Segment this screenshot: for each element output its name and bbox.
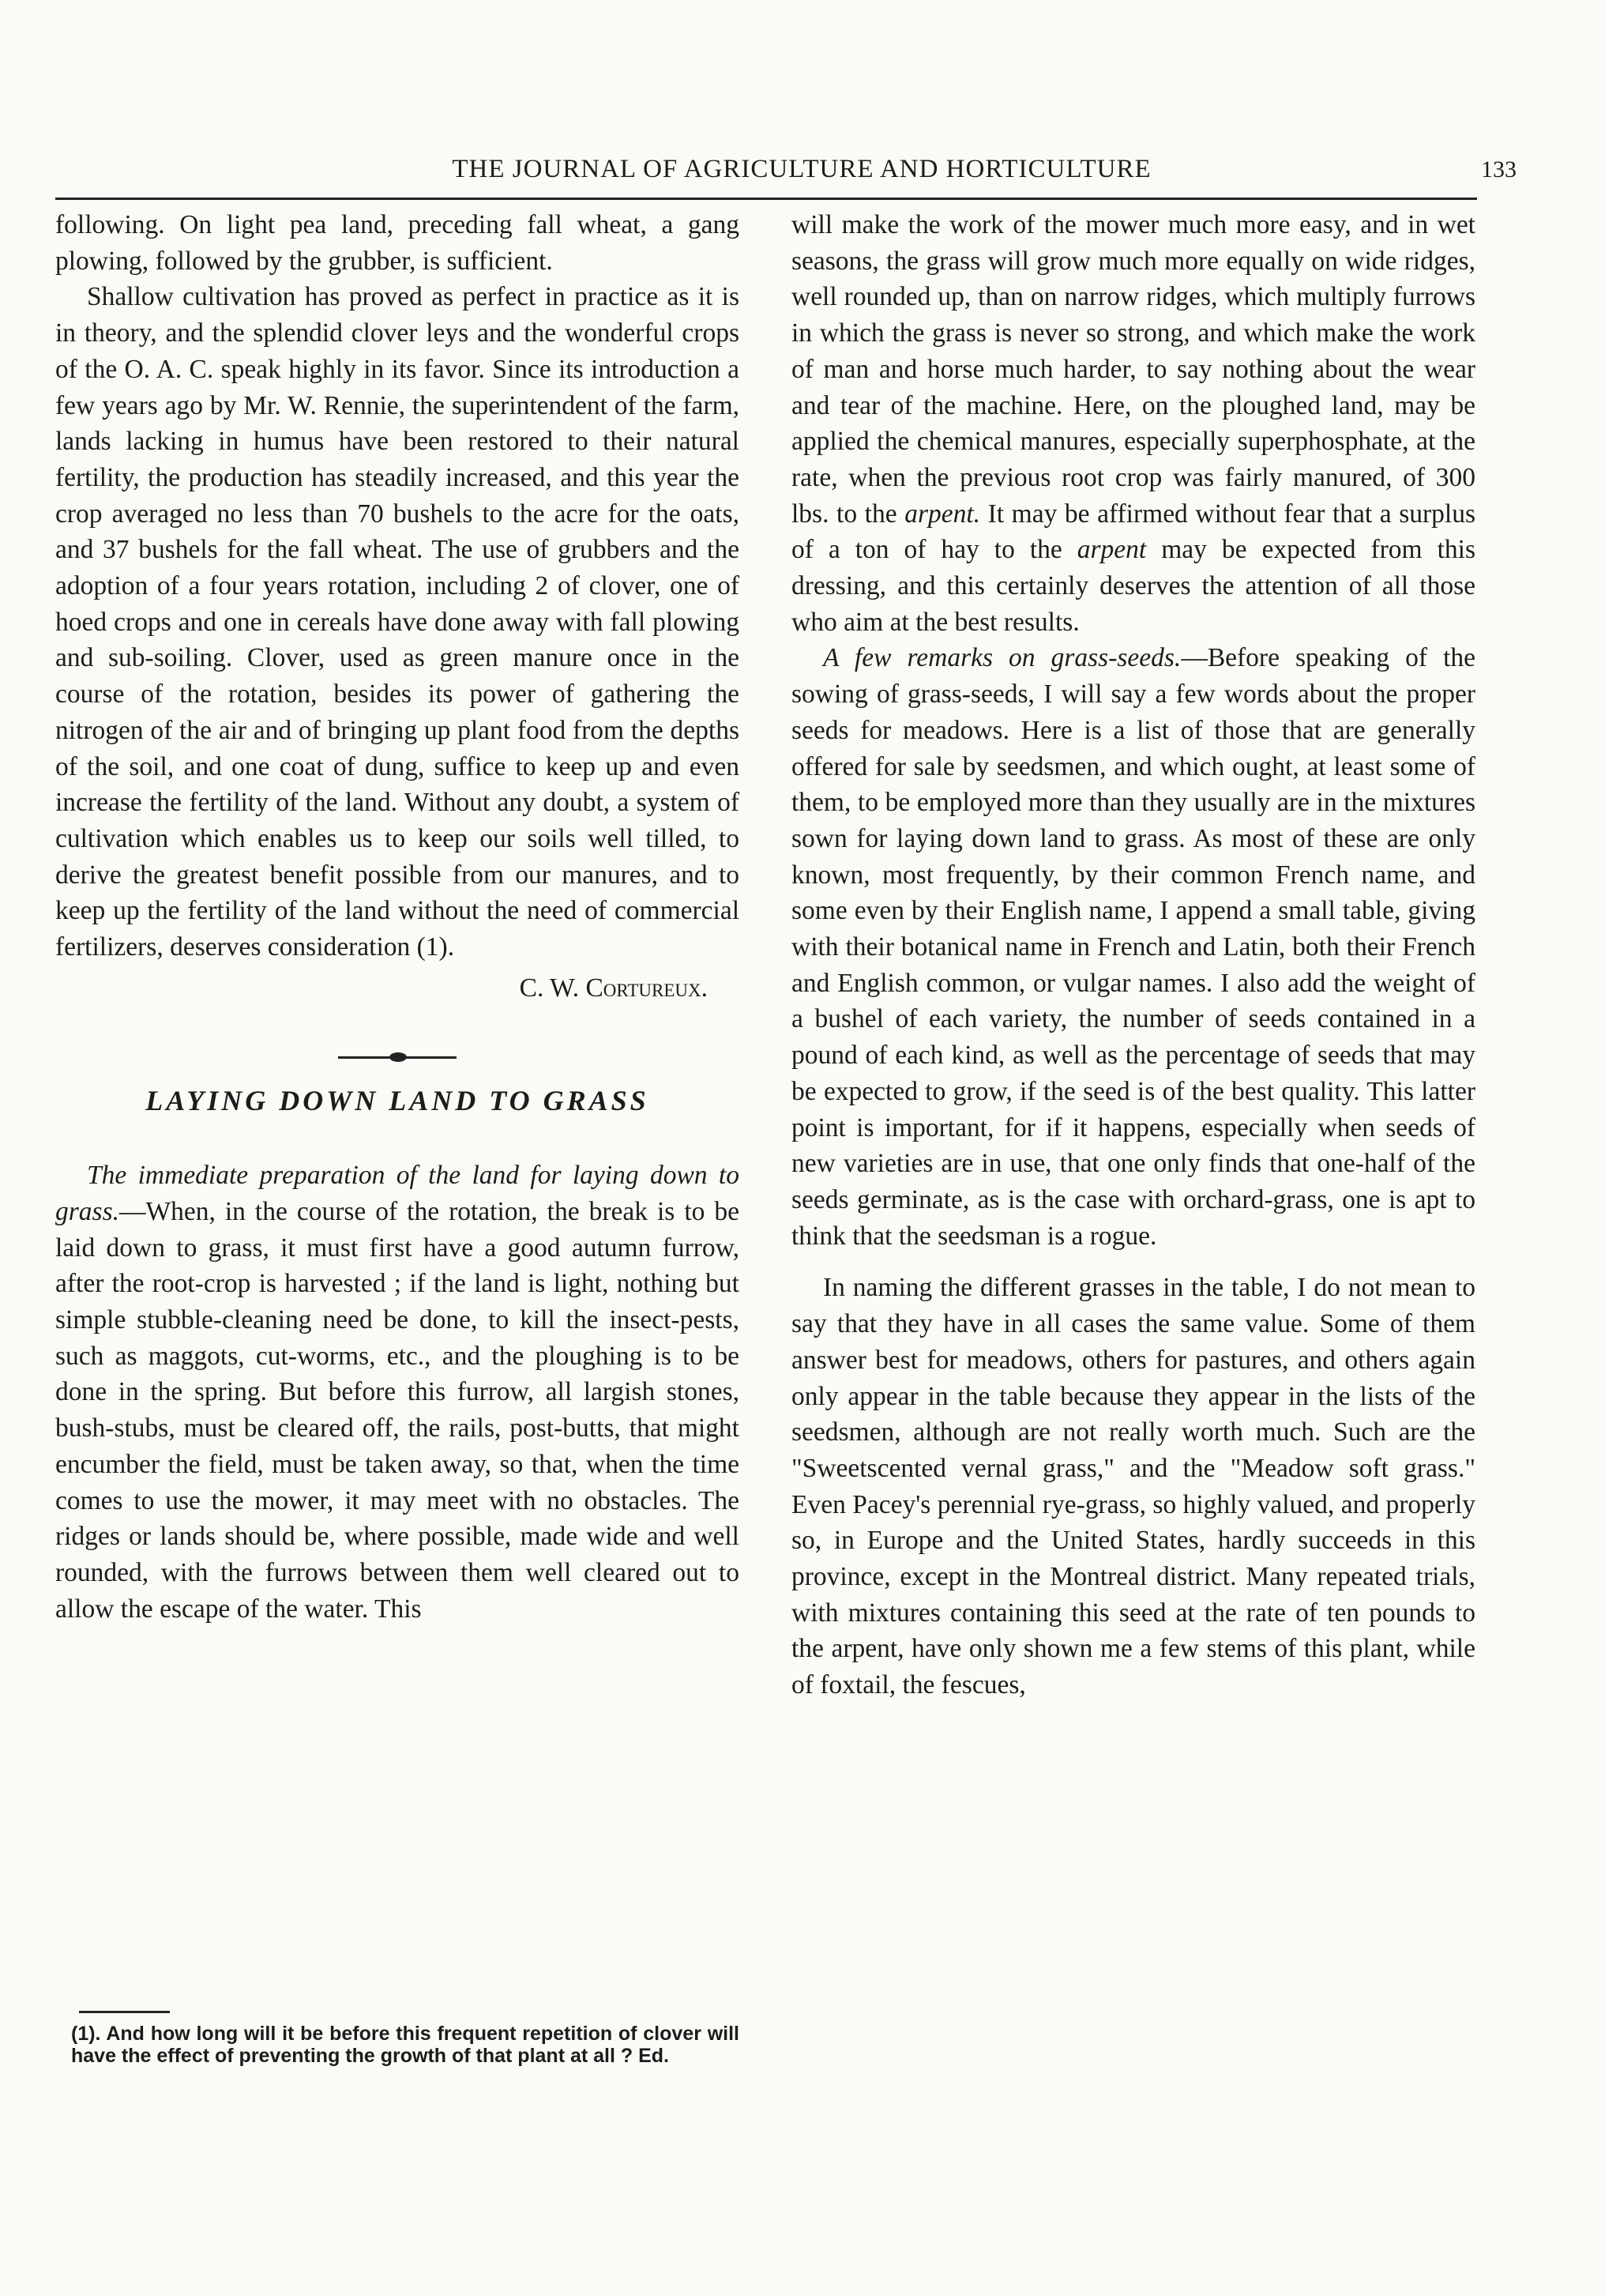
paragraph-mower: [791, 207, 1475, 640]
section-heading: LAYING DOWN LAND TO GRASS: [145, 1085, 649, 1117]
header-rule: [55, 198, 1477, 200]
paragraph-lead-italic: A few remarks on grass-seeds.: [823, 643, 1182, 673]
paragraph-grass-seeds: [791, 640, 1475, 1254]
paragraph-immediate-preparation: [55, 1157, 739, 1627]
left-column: [55, 207, 739, 1627]
running-header: [87, 155, 1517, 190]
text-run: may be expected from this dressing, and this certainly deserves the attention of all those who aim at the best results.: [791, 535, 1475, 637]
right-column: [791, 207, 1475, 1703]
footnote-rule: [79, 2011, 170, 2013]
paragraph-continuation: following. On light pea land, preceding fall wheat, a gang plowing, followed by the grubber, is sufficient.: [55, 210, 739, 276]
author-signature: C. W. Cortureux.: [519, 973, 708, 1003]
paragraph-naming-grasses: In naming the different grasses in the table, I do not mean to say that they have in all cases the same value. Some of them answer best for meadows, others for pastures, and others again only appear in the table because they appear in the lists of the seedsmen, although are not really worth much. Such are the "Sweetscented vernal grass," and the "Meadow soft grass." Even Pacey's perennial rye-grass, so highly valued, and properly so, in Europe and the United States, hardly succeeds in this province, except in the Montreal district. Many repeated trials, with mixtures containing this seed at the rate of ten pounds to the arpent, have only shown me a few stems of this plant, while of foxtail, the fescues,: [791, 1273, 1475, 1700]
journal-title: THE JOURNAL OF AGRICULTURE AND HORTICULTURE: [452, 155, 1152, 183]
text-run: It may be affirmed without fear that a surplus of a ton of hay to the: [791, 499, 1475, 565]
paragraph-lead-italic: The immediate preparation of the land for laying down to grass.: [55, 1161, 739, 1226]
paragraph-body: —Before speaking of the sowing of grass-seeds, I will say a few words about the proper seeds for meadows. Here is a list of those that are generally offered for sale by seedsmen, and which ought, at least some of them, to be employed more than they usually are in the mixtures sown for laying down land to grass. As most of these are only known, most frequently, by their common French name, and some even by their English name, I append a small table, giving with their botanical name in French and Latin, both their French and English common, or vulgar names. I also add the weight of a bushel of each variety, the number of seeds contained in a pound of each kind, as well as the percentage of seeds that may be expected to grow, if the seed is of the best quality. This latter point is important, for if it happens, especially when seeds of new varieties are in use, that one only finds that one-half of the seeds germinate, as is the case with orchard-grass, one is apt to think that the seedsman is a rogue.: [791, 643, 1475, 1251]
text-run: will make the work of the mower much more easy, and in wet seasons, the grass will grow much more equally on wide ridges, well rounded up, than on narrow ridges, which multiply furrows in which the grass is never so strong, and which make the work of man and horse much harder, to say nothing about the wear and tear of the machine. Here, on the ploughed land, may be applied the chemical manures, especially superphosphate, at the rate, when the previous root crop was fairly manured, of 300 lbs. to the: [791, 210, 1475, 529]
italic-term: arpent: [1077, 535, 1147, 565]
page-number: 133: [1481, 156, 1517, 183]
section-divider-ornament: [338, 1050, 457, 1064]
paragraph-shallow-cultivation: Shallow cultivation has proved as perfect in practice as it is in theory, and the splendid clover leys and the wonderful crops of the O. A. C. speak highly in its favor. Since its introduction a few years ago by Mr. W. Rennie, the superintendent of the farm, lands lacking in humus have been restored to their natural fertility, the production has steadily increased, and this year the crop averaged no less than 70 bushels to the acre for the oats, and 37 bushels for the fall wheat. The use of grubbers and the adoption of a four years rotation, including 2 of clover, one of hoed crops and one in cereals have done away with fall plowing and sub-soiling. Clover, used as green manure once in the course of the rotation, besides its power of gathering the nitrogen of the air and of bringing up plant food from the depths of the soil, and one coat of dung, suffice to keep up and even increase the fertility of the land. Without any doubt, a system of cultivation which enables us to keep our soils well tilled, to derive the greatest benefit possible from our manures, and to keep up the fertility of the land without the need of commercial fertilizers, deserves consideration (1).: [55, 282, 739, 962]
footnote: (1). And how long will it be before this frequent repetition of clover will have the effect of preventing the growth of that plant at all ? Ed.: [71, 2023, 739, 2067]
paragraph-body: —When, in the course of the rotation, the break is to be laid down to grass, it must first have a good autumn furrow, after the root-crop is harvested ; if the land is light, nothing but simple stubble-cleaning need be done, to kill the insect-pests, such as maggots, cut-worms, etc., and the ploughing is to be done in the spring. But before this furrow, all largish stones, bush-stubs, must be cleared off, the rails, post-butts, that might encumber the field, must be taken away, so that, when the time comes to use the mower, it may meet with no obstacles. The ridges or lands should be, where possible, made wide and well rounded, with the furrows between them well cleared out to allow the escape of the water. This: [55, 1196, 739, 1624]
italic-term: arpent.: [904, 499, 981, 529]
